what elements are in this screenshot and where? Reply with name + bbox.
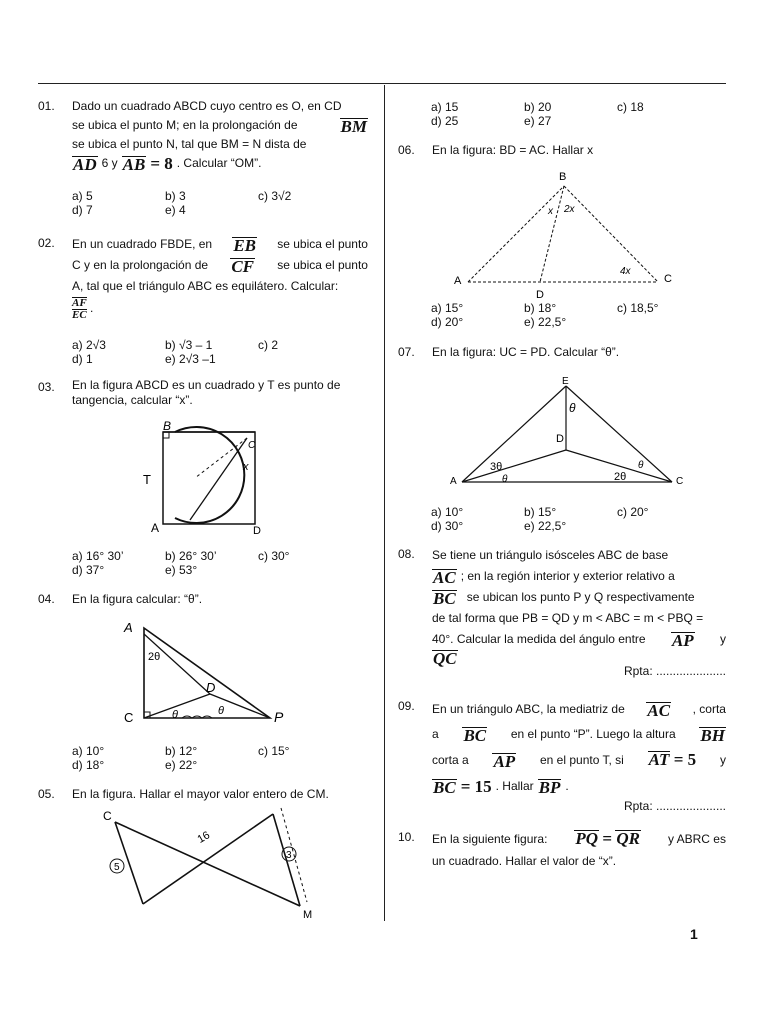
label-16: 16 xyxy=(195,829,213,846)
label-c: C xyxy=(664,273,672,285)
label-theta-d: θ xyxy=(218,705,224,717)
problem-number: 02. xyxy=(38,236,55,250)
problem-text: 6 y xyxy=(101,156,118,170)
label-2x: 2x xyxy=(564,204,575,215)
problem-text: En la figura ABCD es un cuadrado y T es punto de xyxy=(72,378,341,392)
segment-bc: BC xyxy=(463,725,487,745)
option: a) 15 xyxy=(431,100,459,114)
label-theta-c: θ xyxy=(172,709,178,721)
problem-number: 06. xyxy=(398,143,415,157)
problem-number: 09. xyxy=(398,699,415,713)
segment-bh: BH xyxy=(700,725,725,745)
option: c) 20° xyxy=(617,505,649,519)
label-d: D xyxy=(536,289,544,301)
equation-value: = 8 xyxy=(150,154,173,173)
problem-text: Se tiene un triángulo isósceles ABC de base xyxy=(432,548,669,562)
label-5: 5 xyxy=(114,862,120,873)
segment-bc: BC xyxy=(433,588,456,608)
equation-sign: = xyxy=(602,829,613,848)
problem-number: 08. xyxy=(398,547,415,561)
equation-value: = 15 xyxy=(460,777,492,796)
label-m: M xyxy=(303,909,313,921)
option: e) 22,5° xyxy=(524,519,567,533)
segment-cf: CF xyxy=(231,256,255,276)
option: d) 18° xyxy=(72,758,105,772)
problem-text: se ubica el punto N, tal que BM = N dista de xyxy=(72,137,307,151)
label-d: D xyxy=(253,525,261,537)
problem-number: 03. xyxy=(38,380,55,394)
options-05 xyxy=(431,100,710,128)
figure-07 xyxy=(448,372,688,488)
problem-number: 07. xyxy=(398,345,415,359)
option: a) 10° xyxy=(431,505,464,519)
label-a: A xyxy=(124,620,133,635)
segment-qc: QC xyxy=(433,649,457,668)
problem-text: se ubica el punto M; en la prolongación de xyxy=(72,118,298,132)
problem-text: 40°. Calcular la medida del ángulo entre xyxy=(432,632,646,646)
option: d) 20° xyxy=(431,315,464,329)
segment-bm: BM xyxy=(340,116,367,136)
option: b) 12° xyxy=(165,744,198,758)
problem-text: se ubican los punto P y Q respectivamente xyxy=(466,590,695,604)
problem-text: En la figura: UC = PD. Calcular “θ”. xyxy=(432,345,620,359)
problem-text: En un triángulo ABC, la mediatriz de xyxy=(432,702,625,716)
options-07 xyxy=(431,505,710,533)
problem-text: un cuadrado. Hallar el valor de “x”. xyxy=(432,854,617,868)
option: b) √3 – 1 xyxy=(165,338,213,352)
label-4x: 4x xyxy=(620,266,631,277)
answer-line-09: Rpta: ..................... xyxy=(623,799,726,813)
segment-at: AT xyxy=(648,750,670,769)
label-3theta: 3θ xyxy=(490,461,503,473)
problem-text: . Calcular “OM”. xyxy=(176,156,262,170)
segment-ac: AC xyxy=(647,700,671,720)
label-a: A xyxy=(151,521,160,535)
problem-text: en el punto “P”. Luego la altura xyxy=(510,727,676,741)
segment-ab: AB xyxy=(122,154,146,174)
options-01 xyxy=(72,189,351,217)
problem-number: 05. xyxy=(38,787,55,801)
segment-ac: AC xyxy=(433,567,456,587)
label-c: C xyxy=(103,809,112,823)
segment-pq: PQ xyxy=(575,829,599,848)
option: c) 18 xyxy=(617,100,644,114)
page-number: 1 xyxy=(690,926,698,942)
option: a) 16° 30’ xyxy=(72,549,124,563)
figure-04 xyxy=(120,618,300,730)
problem-text: En un cuadrado FBDE, en xyxy=(72,237,213,251)
problem-text: En la siguiente figura: xyxy=(432,832,548,846)
option: e) 22° xyxy=(165,758,198,772)
problem-text: Dado un cuadrado ABCD cuyo centro es O, en CD xyxy=(72,99,342,113)
answer-line-08: Rpta: ..................... xyxy=(623,664,726,678)
problem-text: y xyxy=(720,632,726,646)
option: a) 15° xyxy=(431,301,464,315)
option: d) 37° xyxy=(72,563,105,577)
options-02 xyxy=(72,338,351,366)
option: d) 25 xyxy=(431,114,459,128)
options-04 xyxy=(72,744,351,772)
label-c: C xyxy=(248,440,256,451)
column-divider xyxy=(384,85,385,921)
problem-text: . Hallar xyxy=(495,779,534,793)
option: c) 2 xyxy=(258,338,279,352)
problem-number: 04. xyxy=(38,592,55,606)
option: c) 18,5° xyxy=(617,301,659,315)
figure-03 xyxy=(135,418,275,538)
label-2theta: 2θ xyxy=(148,651,161,663)
problem-text: de tal forma que PB = QD y m < ABC = m < PBQ = xyxy=(432,611,704,625)
option: c) 30° xyxy=(258,549,290,563)
label-theta-a: θ xyxy=(502,474,508,485)
label-d: D xyxy=(206,680,216,695)
problem-text: C y en la prolongación de xyxy=(72,258,209,272)
option: b) 3 xyxy=(165,189,186,203)
option: e) 22,5° xyxy=(524,315,567,329)
problem-number: 10. xyxy=(398,830,415,844)
label-b: B xyxy=(559,171,567,183)
options-03 xyxy=(72,549,351,577)
label-3: 3 xyxy=(286,850,292,861)
label-theta-c: θ xyxy=(638,460,644,471)
options-06 xyxy=(431,301,710,329)
label-b: B xyxy=(163,419,172,433)
problem-text: y xyxy=(719,753,726,767)
option: a) 2√3 xyxy=(72,338,106,352)
label-p: P xyxy=(274,709,284,725)
equation-value: = 5 xyxy=(673,750,697,769)
segment-qr: QR xyxy=(616,829,641,848)
option: e) 2√3 –1 xyxy=(165,352,216,366)
option: b) 15° xyxy=(524,505,557,519)
segment-ap: AP xyxy=(671,630,694,650)
problem-text: En la figura calcular: “θ”. xyxy=(72,592,203,606)
problem-text: ; en la región interior y exterior relativo a xyxy=(460,569,675,583)
problem-text: y ABRC es xyxy=(667,832,726,846)
option: a) 10° xyxy=(72,744,105,758)
label-x: x xyxy=(548,206,553,217)
problem-text: En la figura: BD = AC. Hallar x xyxy=(432,143,594,157)
problem-text: En la figura. Hallar el mayor valor entero de CM. xyxy=(72,787,329,801)
option: c) 15° xyxy=(258,744,290,758)
label-c: C xyxy=(124,710,134,725)
top-rule xyxy=(38,83,726,84)
problem-text: a xyxy=(432,727,439,741)
option: d) 1 xyxy=(72,352,93,366)
option: e) 4 xyxy=(165,203,186,217)
problem-text: corta a xyxy=(432,753,469,767)
fraction-af-ec: $\frac{AF}{EC}$ xyxy=(72,297,87,321)
option: a) 5 xyxy=(72,189,93,203)
problem-text: tangencia, calcular “x”. xyxy=(72,393,193,407)
label-a: A xyxy=(450,476,457,487)
segment-bc-2: BC xyxy=(433,777,456,797)
segment-eb: EB xyxy=(233,235,257,255)
label-c: C xyxy=(676,476,684,487)
label-t: T xyxy=(143,472,151,487)
problem-text: . xyxy=(565,779,569,793)
figure-06 xyxy=(452,166,692,300)
problem-text: , corta xyxy=(692,702,726,716)
option: b) 26° 30’ xyxy=(165,549,217,563)
label-x: x xyxy=(243,461,249,473)
figure-05 xyxy=(95,806,325,921)
option: d) 7 xyxy=(72,203,93,217)
problem-text: en el punto T, si xyxy=(539,753,624,767)
label-d: D xyxy=(556,433,564,445)
problem-text: se ubica el punto xyxy=(277,258,368,272)
label-e: E xyxy=(562,376,569,387)
segment-bp: BP xyxy=(538,777,561,797)
option: b) 18° xyxy=(524,301,557,315)
label-2theta: 2θ xyxy=(614,471,627,483)
segment-ap: AP xyxy=(493,751,516,771)
problem-text: A, tal que el triángulo ABC es equilátero. Calcular: xyxy=(72,279,339,293)
problem-text: se ubica el punto xyxy=(277,237,368,251)
segment-ad: AD xyxy=(73,154,97,174)
label-a: A xyxy=(454,275,462,287)
option: e) 53° xyxy=(165,563,198,577)
problem-number: 01. xyxy=(38,99,55,113)
option: c) 3√2 xyxy=(258,189,292,203)
label-theta-top: θ xyxy=(569,401,576,415)
option: d) 30° xyxy=(431,519,464,533)
option: b) 20 xyxy=(524,100,552,114)
option: e) 27 xyxy=(524,114,552,128)
